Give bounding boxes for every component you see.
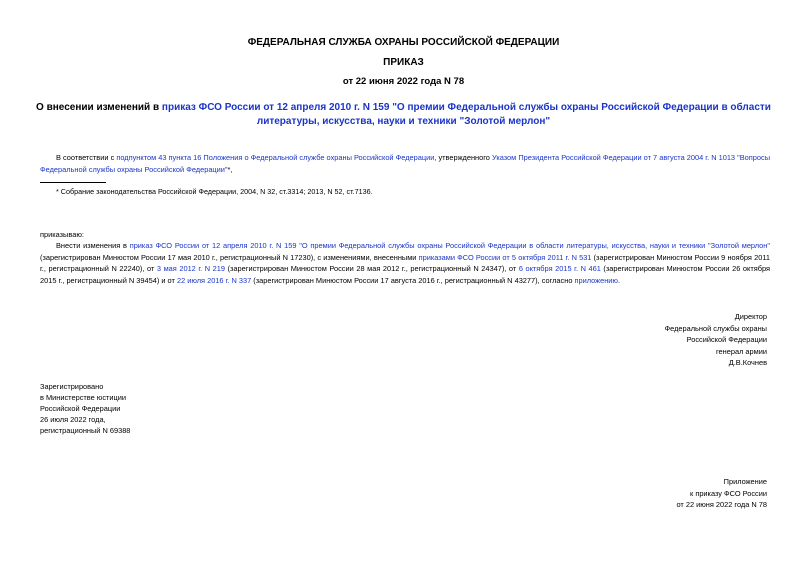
order-text-2: (зарегистрирован Минюстом России 17 мая 2010 г., регистрационный N 17230), с изменениями, внесенными — [40, 252, 419, 262]
order-text-1: Внести изменения в — [56, 241, 130, 250]
order-text-4: (зарегистрирован Минюстом России 28 мая 2012 г., регистрационный N 24347), от — [225, 264, 519, 273]
order-verb: приказываю: — [40, 230, 84, 239]
order-link-531[interactable]: приказами ФСО России от 5 октября 2011 г. N 531 — [418, 252, 592, 262]
footnote-divider — [40, 182, 106, 183]
appendix-line: к приказу ФСО России — [690, 488, 767, 498]
agency-heading: ФЕДЕРАЛЬНАЯ СЛУЖБА ОХРАНЫ РОССИЙСКОЙ ФЕДЕРАЦИИ — [247, 37, 560, 48]
preamble-text-3: *, — [227, 164, 233, 174]
order-link-219[interactable]: 3 мая 2012 г. N 219 — [156, 264, 226, 273]
order-text-7: . — [617, 275, 621, 285]
signature-line: Российской Федерации — [686, 335, 767, 344]
doc-type-heading: ПРИКАЗ — [383, 57, 424, 68]
order-link-main[interactable]: приказ ФСО России от 12 апреля 2010 г. N 159 "О премии Федеральной службы охраны Российской Федерации в области литературы, искусства, науки и техники "Золотой мерлон" — [129, 241, 770, 250]
title-prefix: О внесении изменений в — [36, 102, 162, 113]
footnote: * Собрание законодательства Российской Федерации, 2004, N 32, ст.3314; 2013, N 52, ст.7136. — [56, 187, 373, 196]
preamble-text-2: , утвержденного — [434, 153, 492, 162]
preamble-paragraph — [40, 152, 770, 175]
appendix-block — [676, 476, 767, 511]
signature-line: Федеральной службы охраны — [664, 323, 767, 333]
registration-block — [40, 381, 130, 436]
preamble-link-regulation[interactable]: подпунктом 43 пункта 16 Положения о Федеральной службе охраны Российской Федерации — [116, 153, 435, 162]
order-text-6: (зарегистрирован Минюстом России 17 августа 2016 г., регистрационный N 43277), согласно — [251, 275, 575, 285]
signature-name: Д.В.Кочнев — [728, 358, 767, 367]
order-paragraph — [40, 240, 770, 286]
order-link-461[interactable]: 6 октября 2015 г. N 461 — [518, 264, 601, 273]
signature-line: Директор — [734, 312, 767, 321]
signature-block — [665, 311, 768, 369]
order-title — [30, 101, 777, 129]
registration-line: регистрационный N 69388 — [40, 426, 131, 435]
appendix-line: Приложение — [723, 477, 767, 486]
order-text-5: (зарегистрирован Минюстом России 26 октября 2015 г., регистрационный N 39454) и от — [40, 264, 770, 285]
preamble-text-1: В соответствии с — [56, 153, 117, 162]
signature-line: генерал армии — [716, 346, 767, 356]
registration-line: Зарегистрировано — [40, 382, 104, 391]
registration-line: в Министерстве юстиции — [40, 393, 127, 402]
registration-line: 26 июля 2022 года, — [40, 415, 106, 424]
order-text-3: (зарегистрирован Минюстом России 9 ноября 2011 г., регистрационный N 22240), от — [40, 252, 770, 273]
appendix-line: от 22 июня 2022 года N 78 — [676, 500, 767, 509]
title-link[interactable]: приказ ФСО России от 12 апреля 2010 г. N 159 "О премии Федеральной службы охраны Российской Федерации в области литературы, искусства, науки и техники "Золотой мерлон" — [161, 102, 771, 127]
doc-date-number: от 22 июня 2022 года N 78 — [342, 76, 465, 87]
order-link-337[interactable]: 22 июля 2016 г. N 337 — [176, 275, 252, 285]
preamble-link-decree[interactable]: Указом Президента Российской Федерации от 7 августа 2004 г. N 1013 "Вопросы Федеральной службы охраны Российской Федерации" — [40, 153, 771, 174]
registration-line: Российской Федерации — [40, 404, 121, 413]
order-link-appendix[interactable]: приложению — [574, 275, 618, 285]
